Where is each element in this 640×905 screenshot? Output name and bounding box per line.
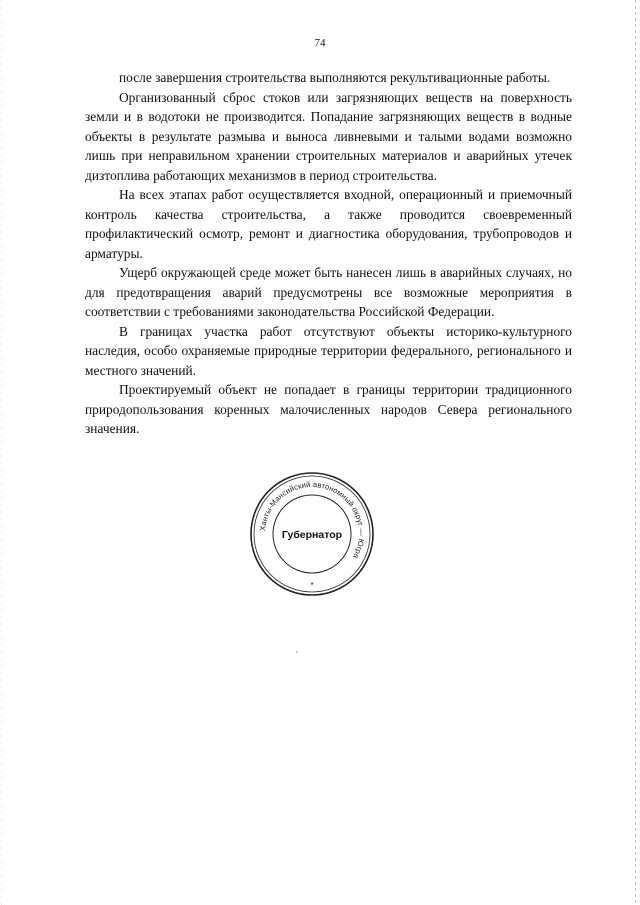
scan-edge-left: [1, 0, 2, 905]
page-number: 74: [314, 37, 326, 49]
scan-speck: [296, 651, 298, 653]
scan-edge-right: [635, 0, 636, 905]
paragraph-5: В границах участка работ отсутствуют объекты историко-культурного наследия, особо охраняемые природные территории федерального, регионального и местного значений.: [85, 323, 572, 378]
seal-ring-text: Ханты-Мансийский автономный округ — Югра: [258, 479, 367, 560]
svg-text:Ханты-Мансийский автономный ок: [258, 480, 366, 561]
paragraph-1: после завершения строительства выполняются рекультивационные работы.: [119, 70, 551, 85]
paragraph-4: Ущерб окружающей среде может быть нанесен лишь в аварийных случаях, но для предотвращения аварий предусмотрены все возможные мероприятия в соответствии с требованиями законодательства Российской Федерации.: [85, 265, 572, 319]
paragraph-6: Проектируемый объект не попадает в границы территории традиционного природопользования коренных малочисленных народов Севера регионального значения.: [85, 382, 572, 436]
paragraph-2: Организованный сброс стоков или загрязняющих веществ на поверхность земли и в водотоки не производится. Попадание загрязняющих веществ в водные объекты в результате размыва и выноса ливневыми и талыми водами возможно лишь при неправильном хранении строительных материалов и аварийных утечек дизтоплива работающих механизмов в период строительства.: [85, 89, 572, 183]
seal-center-text: Губернатор: [281, 529, 343, 541]
seal-bottom-mark: *: [310, 581, 314, 590]
official-seal: [248, 470, 376, 598]
paragraph-3: На всех этапах работ осуществляется входной, операционный и приемочный контроль качества строительства, а также проводится своевременный профилактический осмотр, ремонт и диагностика оборудования, трубопроводов и арматуры.: [85, 187, 572, 261]
seal-graphic: [248, 470, 376, 598]
document-body: [85, 68, 572, 439]
